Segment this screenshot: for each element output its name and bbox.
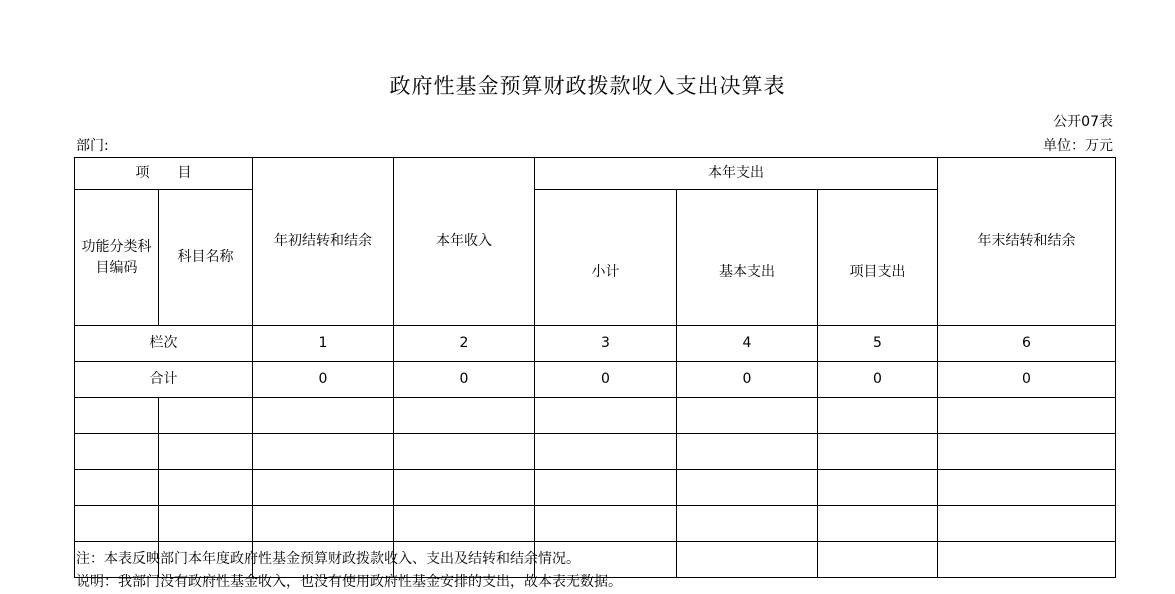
table-row — [75, 470, 1116, 506]
header-current-income: 本年收入 — [394, 158, 535, 326]
table-cell — [938, 398, 1116, 434]
table-cell — [75, 398, 159, 434]
table-cell — [394, 470, 535, 506]
table-cell — [75, 506, 159, 542]
unit-label: 单位：万元 — [1043, 138, 1113, 154]
header-basic-expense: 基本支出 — [677, 190, 818, 326]
table-cell — [677, 398, 818, 434]
form-number: 公开07表 — [1053, 114, 1113, 130]
header-func-code: 功能分类科目编码 — [75, 190, 159, 326]
table-cell — [938, 434, 1116, 470]
table-cell: 0 — [938, 362, 1116, 398]
table-cell — [159, 470, 253, 506]
table-cell — [677, 506, 818, 542]
table-cell — [818, 542, 938, 578]
table-cell — [253, 398, 394, 434]
header-subject-name: 科目名称 — [159, 190, 253, 326]
header-subtotal: 小计 — [535, 190, 677, 326]
table-cell: 0 — [535, 362, 677, 398]
table-cell — [677, 470, 818, 506]
table-cell — [394, 434, 535, 470]
table-cell: 0 — [253, 362, 394, 398]
table-cell: 3 — [535, 326, 677, 362]
table-cell — [253, 434, 394, 470]
table-cell — [535, 434, 677, 470]
table-cell — [159, 506, 253, 542]
column-number-row — [75, 326, 1116, 362]
table-cell — [75, 470, 159, 506]
table-cell: 5 — [818, 326, 938, 362]
page-title: 政府性基金预算财政拨款收入支出决算表 — [389, 74, 786, 98]
table-cell — [677, 542, 818, 578]
table-cell — [159, 434, 253, 470]
table-cell: 6 — [938, 326, 1116, 362]
total-row — [75, 362, 1116, 398]
table-row — [75, 506, 1116, 542]
table-cell: 0 — [818, 362, 938, 398]
table-cell — [677, 434, 818, 470]
table-cell — [818, 506, 938, 542]
table-cell — [818, 398, 938, 434]
table-cell — [535, 470, 677, 506]
table-note: 注：本表反映部门本年度政府性基金预算财政拨款收入、支出及结转和结余情况。 — [76, 551, 580, 567]
table-cell: 0 — [677, 362, 818, 398]
table-cell — [75, 434, 159, 470]
table-cell: 1 — [253, 326, 394, 362]
table-cell: 2 — [394, 326, 535, 362]
table-cell — [938, 470, 1116, 506]
table-cell — [394, 398, 535, 434]
table-row — [75, 398, 1116, 434]
table-cell — [253, 470, 394, 506]
header-current-expense: 本年支出 — [535, 158, 938, 190]
table-cell — [535, 398, 677, 434]
table-cell — [535, 506, 677, 542]
table-explanation: 说明：我部门没有政府性基金收入，也没有使用政府性基金安排的支出，故本表无数据。 — [76, 574, 622, 590]
table-cell — [938, 506, 1116, 542]
table-cell — [253, 506, 394, 542]
header-row-1 — [75, 158, 1116, 190]
budget-table — [74, 157, 1116, 578]
table-cell — [938, 542, 1116, 578]
table-cell — [818, 434, 938, 470]
header-opening-balance: 年初结转和结余 — [253, 158, 394, 326]
header-closing-balance: 年末结转和结余 — [938, 158, 1116, 326]
table-cell — [159, 398, 253, 434]
table-cell — [818, 470, 938, 506]
department-label: 部门: — [76, 138, 109, 154]
column-number-label: 栏次 — [75, 326, 253, 362]
table-cell — [394, 506, 535, 542]
table-cell: 4 — [677, 326, 818, 362]
total-label: 合计 — [75, 362, 253, 398]
header-item: 项 目 — [75, 158, 253, 190]
table-row — [75, 434, 1116, 470]
header-project-expense: 项目支出 — [818, 190, 938, 326]
table-cell: 0 — [394, 362, 535, 398]
